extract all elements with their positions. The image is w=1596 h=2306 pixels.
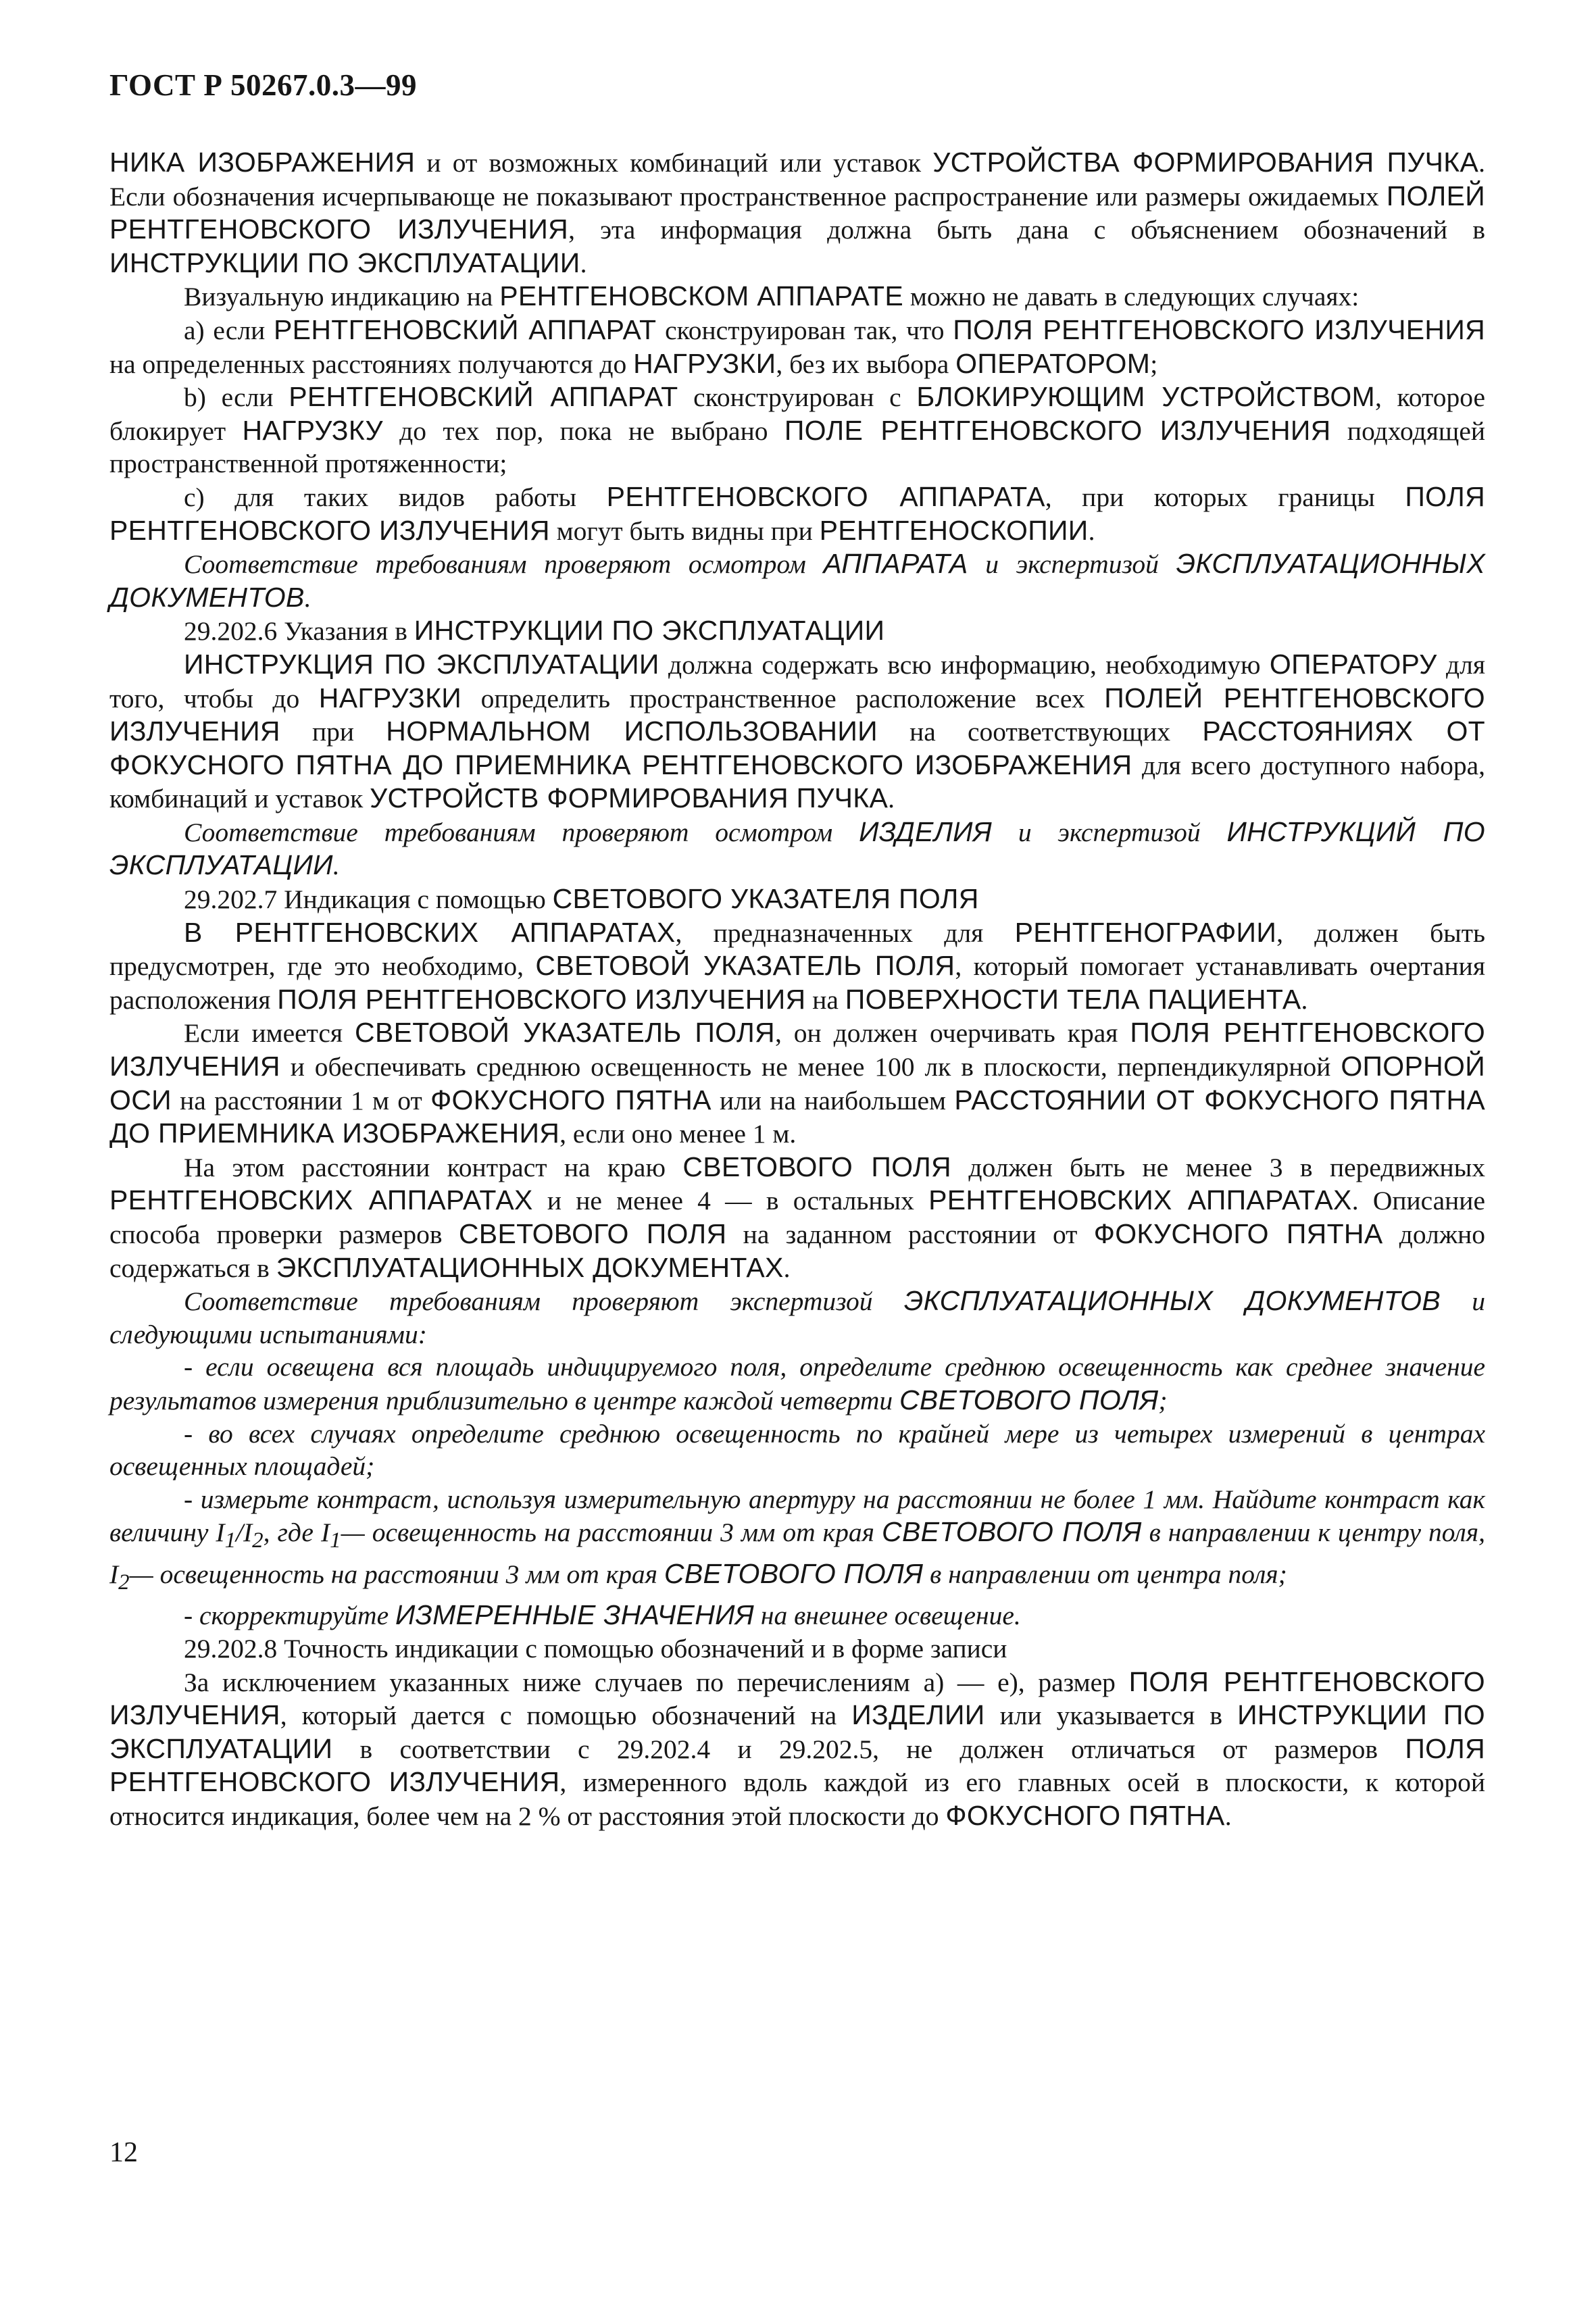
test-step (109, 1418, 1485, 1483)
text-run: в соответствии с 29.202.4 и 29.202.5, не должен отличаться от размеров (332, 1734, 1405, 1764)
text-run: , при которых границы (1045, 482, 1405, 512)
text-run: могут быть видны при (549, 516, 820, 546)
text-run: . Если обозначения исчерпывающе не показывают пространственное распространение или размеры ожидаемых (109, 148, 1486, 211)
defined-term: ИНСТРУКЦИИ ПО ЭКСПЛУАТАЦИИ (414, 615, 885, 647)
text-run: в направлении к центру поля, (1141, 1518, 1486, 1548)
defined-term: СВЕТОВОГО УКАЗАТЕЛЯ ПОЛЯ (552, 883, 979, 915)
text-run: для того, чтобы до (109, 649, 1485, 713)
defined-term: СВЕТОВОЙ УКАЗАТЕЛЬ ПОЛЯ (355, 1017, 775, 1049)
defined-term: НИКА ИЗОБРАЖЕНИЯ (109, 147, 416, 178)
defined-term: ЭКСПЛУАТАЦИОННЫХ ДОКУМЕНТОВ (109, 548, 1485, 613)
test-step (109, 1599, 1485, 1632)
defined-term: НАГРУЗКУ (242, 414, 383, 446)
text-run: должен быть не менее 3 в передвижных (951, 1152, 1485, 1182)
text-run: , должен быть предусмотрен, где это необходимо, (109, 918, 1485, 982)
text-run: ; (1150, 349, 1158, 379)
text-run: . (580, 248, 587, 278)
defined-term: РЕНТГЕНОВСКОГО АППАРАТА (606, 480, 1045, 512)
defined-term: СВЕТОВОГО ПОЛЯ (682, 1151, 951, 1182)
text-run: b) если (184, 382, 289, 413)
page-number: 12 (109, 2137, 138, 2168)
text-run: Соответствие требованиям проверяют осмотром (184, 817, 859, 847)
test-step (109, 1351, 1485, 1417)
text-run: подходящей пространственной протяженности; (109, 416, 1485, 479)
defined-term: ПОЛЯ РЕНТГЕНОВСКОГО ИЗЛУЧЕНИЯ (109, 1665, 1486, 1731)
compliance-note (109, 1284, 1485, 1351)
text-run: , которое блокирует (109, 382, 1485, 446)
text-run: должна содержать всю информацию, необходимую (659, 649, 1270, 680)
defined-term: БЛОКИРУЮЩИМ УСТРОЙСТВОМ (916, 381, 1375, 413)
paragraph (109, 1665, 1485, 1833)
text-run: и не менее 4 — в остальных (532, 1186, 929, 1216)
defined-term: РЕНТГЕНОВСКИХ АППАРАТАХ (109, 1184, 533, 1216)
text-run: Соответствие требованиям проверяют осмотром (184, 549, 824, 580)
paragraph (109, 916, 1485, 1017)
text-run: или на наибольшем (711, 1085, 955, 1116)
text-run: . (304, 582, 311, 613)
text-run: - измерьте контраст, используя измерительную апертуру на расстоянии не более 1 мм. Найдите контраст как величину (109, 1484, 1485, 1548)
text-run: сконструирован с (678, 382, 917, 413)
defined-term: ФОКУСНОГО ПЯТНА (430, 1084, 712, 1116)
defined-term: НОРМАЛЬНОМ ИСПОЛЬЗОВАНИИ (386, 716, 878, 747)
defined-term: НАГРУЗКИ (318, 682, 462, 713)
subscript: 2 (252, 1528, 264, 1553)
defined-term: РЕНТГЕНОВСКИХ АППАРАТАХ (928, 1184, 1352, 1216)
text-run: на соответствующих (877, 717, 1203, 747)
text-run: I (109, 1559, 119, 1589)
defined-term: ПОЛЕЙ РЕНТГЕНОВСКОГО ИЗЛУЧЕНИЯ (109, 682, 1486, 747)
defined-term: РЕНТГЕНОВСКИЙ АППАРАТ (289, 381, 678, 413)
defined-term: ФОКУСНОГО ПЯТНА (1093, 1218, 1383, 1249)
text-run: . (1088, 516, 1095, 546)
text-run: На этом расстоянии контраст на краю (184, 1152, 683, 1182)
defined-term: ФОКУСНОГО ПЯТНА (945, 1799, 1225, 1831)
text-run: I (216, 1518, 225, 1548)
defined-term: ИНСТРУКЦИЙ ПО ЭКСПЛУАТАЦИИ (109, 816, 1485, 881)
defined-term: СВЕТОВОЙ УКАЗАТЕЛЬ ПОЛЯ (535, 950, 955, 982)
defined-term: В РЕНТГЕНОВСКИХ АППАРАТАХ (184, 916, 676, 948)
paragraph (109, 146, 1485, 280)
text-run: ; (1158, 1385, 1168, 1415)
defined-term: ИНСТРУКЦИИ ПО ЭКСПЛУАТАЦИИ (109, 247, 580, 278)
text-run: а) если (184, 315, 274, 345)
text-run: - если освещена вся площадь индицируемого поля, определите среднюю освещенность как среднее значение результатов измерения приблизительно в центре каждой четверти (109, 1352, 1485, 1415)
defined-term: ИЗДЕЛИИ (851, 1699, 985, 1731)
text-run: и от возможных комбинаций или уставок (415, 148, 933, 178)
list-item-b (109, 380, 1485, 480)
text-run: и экспертизой (992, 817, 1227, 847)
text-run: I (320, 1518, 330, 1548)
defined-term: ПОЛЯ РЕНТГЕНОВСКОГО ИЗЛУЧЕНИЯ (109, 480, 1485, 546)
compliance-note (109, 547, 1485, 614)
paragraph (109, 1151, 1485, 1284)
text-run: 29.202.8 Точность индикации с помощью обозначений и в форме записи (184, 1633, 1007, 1663)
defined-term: СВЕТОВОГО ПОЛЯ (664, 1557, 924, 1589)
text-run: , измеренного вдоль каждой из его главных осей в плоскости, к которой относится индикация, более чем на 2 % от расстояния этой плоскости до (109, 1768, 1485, 1831)
defined-term: РАССТОЯНИИ ОТ ФОКУСНОГО ПЯТНА ДО ПРИЕМНИКА ИЗОБРАЖЕНИЯ (109, 1084, 1485, 1149)
text-run: при (280, 717, 386, 747)
defined-term: СВЕТОВОГО ПОЛЯ (899, 1384, 1159, 1415)
text-run: , эта информация должна быть дана с объяснением обозначений в (568, 215, 1485, 245)
text-run: — освещенность на расстоянии 3 мм от края (129, 1559, 664, 1589)
text-run: . (1224, 1801, 1232, 1831)
defined-term: УСТРОЙСТВА ФОРМИРОВАНИЯ ПУЧКА (932, 147, 1479, 178)
defined-term: ПОЛЯ РЕНТГЕНОВСКОГО ИЗЛУЧЕНИЯ (109, 1017, 1486, 1082)
defined-term: ИНСТРУКЦИЯ ПО ЭКСПЛУАТАЦИИ (184, 648, 659, 680)
text-run: 29.202.7 Индикация с помощью (184, 884, 553, 915)
text-run: на расстоянии 1 м от (171, 1085, 431, 1116)
text-run: на (805, 984, 845, 1015)
text-run: в направлении от центра поля; (923, 1559, 1287, 1589)
subscript: 1 (224, 1528, 236, 1553)
paragraph (109, 648, 1485, 816)
document-body (109, 146, 1485, 1832)
defined-term: РЕНТГЕНОСКОПИИ (819, 514, 1089, 546)
text-run: на заданном расстоянии от (726, 1220, 1094, 1249)
defined-term: ЭКСПЛУАТАЦИОННЫХ ДОКУМЕНТАХ (276, 1251, 784, 1283)
text-run: , без их выбора (776, 349, 956, 379)
defined-term: ИЗМЕРЕННЫЕ ЗНАЧЕНИЯ (395, 1599, 754, 1631)
text-run: для всего доступного набора, комбинаций и уставок (109, 750, 1486, 814)
defined-term: ПОЛЯ РЕНТГЕНОВСКОГО ИЗЛУЧЕНИЯ (277, 983, 806, 1015)
defined-term: РЕНТГЕНОВСКИЙ АППАРАТ (274, 314, 657, 345)
text-run: Если имеется (184, 1018, 355, 1049)
text-run: , где (263, 1518, 321, 1548)
compliance-note (109, 816, 1485, 882)
standard-code-header: ГОСТ Р 50267.0.3—99 (109, 68, 418, 102)
defined-term: ПОЛЯ РЕНТГЕНОВСКОГО ИЗЛУЧЕНИЯ (953, 314, 1485, 345)
text-run: и следующими испытаниями: (109, 1286, 1486, 1349)
defined-term: НАГРУЗКИ (633, 347, 776, 379)
paragraph (109, 280, 1485, 314)
text-run: до тех пор, пока не выбрано (382, 416, 784, 446)
defined-term: ОПЕРАТОРУ (1269, 648, 1437, 680)
text-run: , он должен очерчивать края (774, 1018, 1130, 1049)
text-run: , предназначенных для (675, 918, 1015, 948)
text-run: Соответствие требованиям проверяют экспертизой (184, 1286, 904, 1317)
defined-term: АППАРАТА (823, 548, 968, 580)
text-run: За исключением указанных ниже случаев по перечислениям а) — е), размер (184, 1667, 1129, 1697)
defined-term: РЕНТГЕНОВСКОМ АППАРАТЕ (499, 280, 903, 312)
defined-term: ОПОРНОЙ ОСИ (109, 1051, 1485, 1116)
section-heading (109, 614, 1485, 648)
defined-term: ПОЛЕ РЕНТГЕНОВСКОГО ИЗЛУЧЕНИЯ (784, 414, 1331, 446)
defined-term: ПОЛЯ РЕНТГЕНОВСКОГО ИЗЛУЧЕНИЯ (109, 1732, 1485, 1798)
text-run: — освещенность на расстоянии 3 мм от края (341, 1518, 882, 1548)
subscript: 2 (118, 1570, 130, 1595)
defined-term: ОПЕРАТОРОМ (955, 347, 1151, 379)
text-run: I (243, 1518, 253, 1548)
text-run: и экспертизой (968, 549, 1176, 580)
text-run: можно не давать в следующих случаях: (903, 282, 1360, 312)
defined-term: ИЗДЕЛИЯ (859, 816, 992, 847)
text-run: , если оно менее 1 м. (559, 1119, 797, 1149)
text-run: Визуальную индикацию на (184, 282, 500, 312)
defined-term: СВЕТОВОГО ПОЛЯ (882, 1516, 1142, 1548)
text-run: - во всех случаях определите среднюю освещенность по крайней мере из четырех измерений в центрах освещенных площадей; (109, 1418, 1485, 1482)
text-run: . (1301, 984, 1308, 1015)
text-run: на внешнее освещение. (754, 1601, 1021, 1631)
text-run: на определенных расстояниях получаются до (109, 349, 634, 379)
list-item-a (109, 314, 1485, 380)
text-run: , который помогает устанавливать очертания расположения (109, 951, 1485, 1015)
defined-term: ИНСТРУКЦИИ ПО ЭКСПЛУАТАЦИИ (109, 1699, 1485, 1764)
text-run: или указывается в (984, 1701, 1238, 1731)
defined-term: РЕНТГЕНОГРАФИИ (1014, 916, 1277, 948)
text-run: . (332, 851, 340, 881)
text-run: и обеспечивать среднюю освещенность не менее 100 лк в плоскости, перпендикулярной (280, 1052, 1341, 1082)
text-run: , который дается с помощью обозначений на (280, 1701, 852, 1731)
text-run: сконструирован так, что (656, 315, 953, 345)
text-run: / (236, 1518, 244, 1548)
text-run: . (888, 784, 895, 814)
text-run: 29.202.6 Указания в (184, 616, 414, 647)
text-run: определить пространственное расположение всех (462, 683, 1105, 713)
paragraph (109, 1016, 1485, 1150)
text-run: должно содержаться в (109, 1220, 1486, 1283)
section-heading (109, 1632, 1485, 1665)
test-step (109, 1483, 1485, 1599)
list-item-c (109, 480, 1485, 547)
text-run: с) для таких видов работы (184, 482, 607, 512)
defined-term: УСТРОЙСТВ ФОРМИРОВАНИЯ ПУЧКА (370, 782, 889, 814)
defined-term: ПОЛЕЙ РЕНТГЕНОВСКОГО ИЗЛУЧЕНИЯ (109, 180, 1485, 245)
text-run: . (783, 1253, 791, 1283)
subscript: 1 (330, 1528, 341, 1553)
section-heading (109, 882, 1485, 916)
defined-term: СВЕТОВОГО ПОЛЯ (458, 1218, 727, 1249)
defined-term: РАССТОЯНИЯХ ОТ ФОКУСНОГО ПЯТНА ДО ПРИЕМНИКА РЕНТГЕНОВСКОГО ИЗОБРАЖЕНИЯ (109, 716, 1485, 780)
text-run: . Описание способа проверки размеров (109, 1186, 1485, 1249)
defined-term: ПОВЕРХНОСТИ ТЕЛА ПАЦИЕНТА (845, 983, 1301, 1015)
text-run: - скорректируйте (184, 1601, 395, 1631)
defined-term: ЭКСПЛУАТАЦИОННЫХ ДОКУМЕНТОВ (903, 1285, 1441, 1317)
